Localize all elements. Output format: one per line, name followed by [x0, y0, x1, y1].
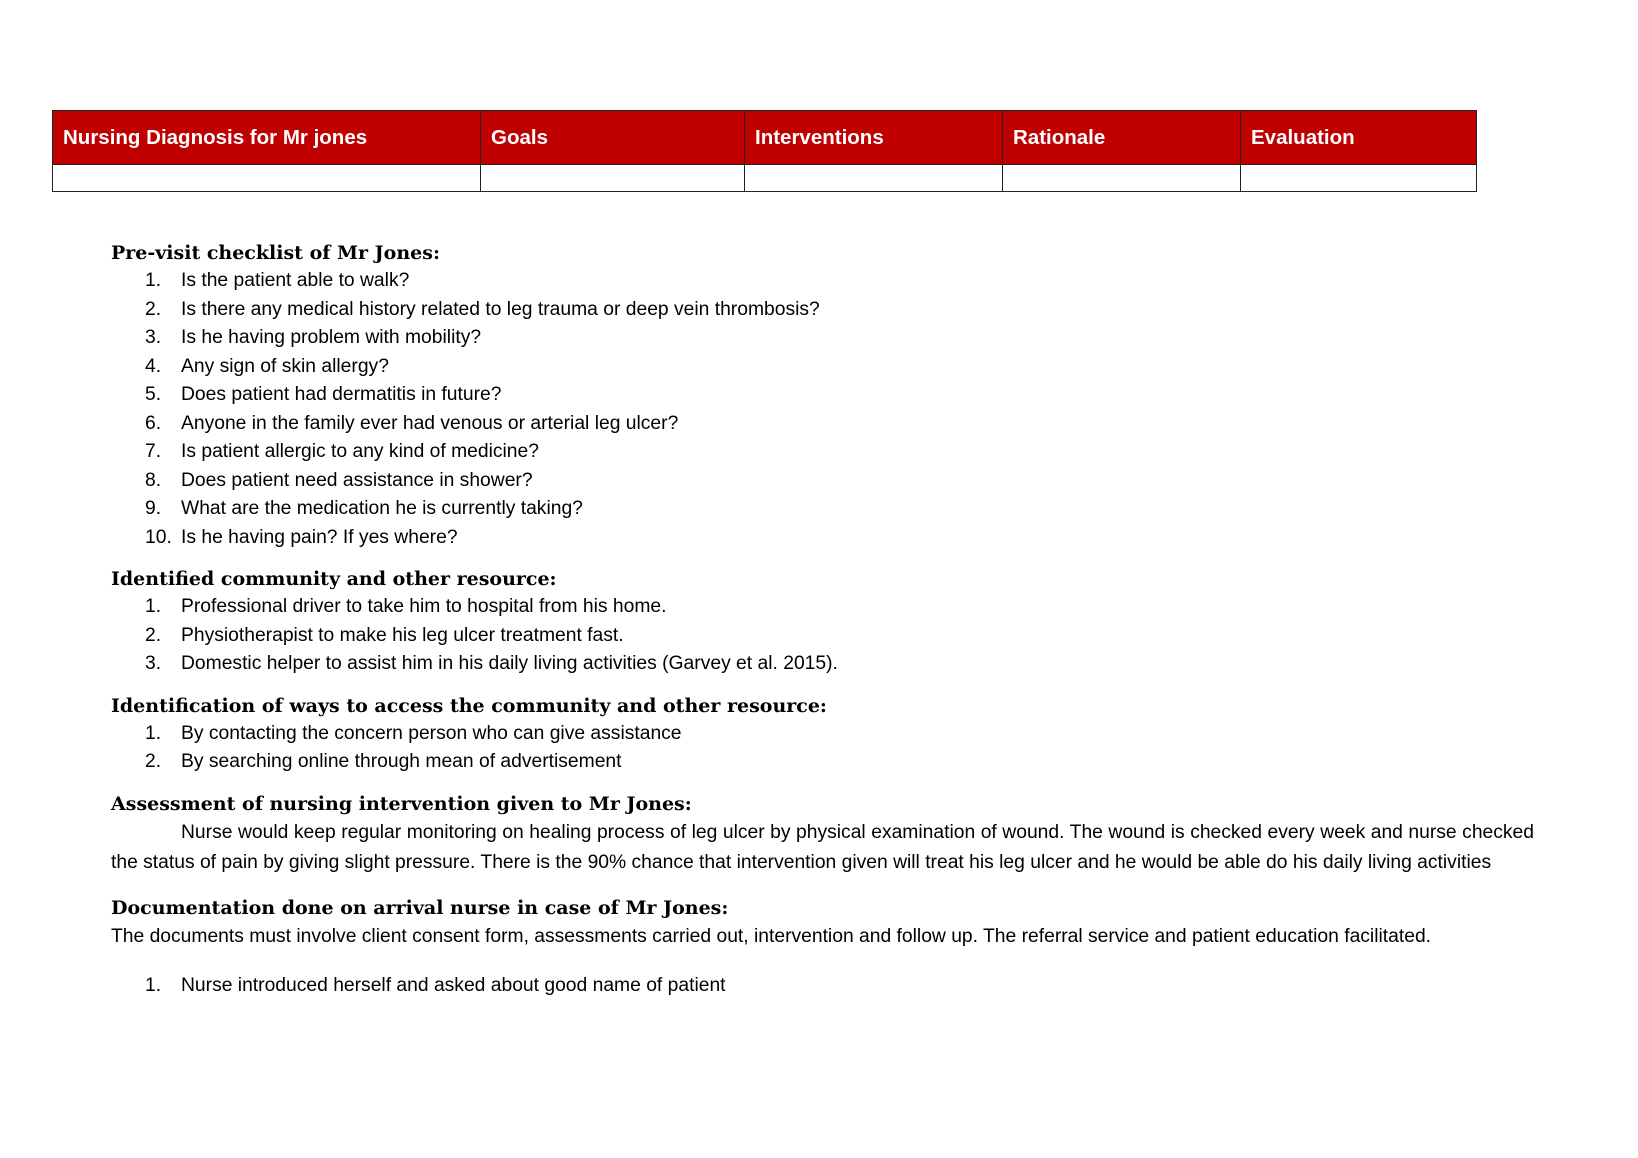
list-text: What are the medication he is currently taking? — [181, 498, 583, 519]
list-item — [111, 296, 1534, 325]
document-body — [111, 239, 1534, 1000]
list-number: 4. — [145, 355, 162, 377]
list-number: 1. — [145, 596, 162, 617]
list-item — [111, 720, 1534, 749]
table-cell — [481, 165, 745, 192]
list-number: 1. — [145, 722, 162, 744]
documentation-heading: Documentation done on arrival nurse in case of Mr Jones: — [111, 896, 729, 919]
list-text: Does patient need assistance in shower? — [181, 469, 533, 491]
list-text: By contacting the concern person who can give assistance — [181, 722, 682, 744]
nursing-care-plan-table — [52, 110, 1477, 192]
list-number: 5. — [145, 384, 162, 405]
list-text: Anyone in the family ever had venous or arterial leg ulcer? — [181, 412, 679, 434]
list-number: 1. — [145, 270, 162, 291]
list-item — [111, 410, 1534, 439]
list-number: 8. — [145, 469, 162, 491]
list-item — [111, 438, 1534, 467]
list-item — [111, 650, 1534, 679]
header-nursing-diagnosis: Nursing Diagnosis for Mr jones — [53, 111, 481, 165]
list-text: Is patient allergic to any kind of medicine? — [181, 441, 539, 462]
table-cell — [1241, 165, 1477, 192]
list-item — [111, 324, 1534, 353]
list-item — [111, 467, 1534, 496]
access-heading: Identification of ways to access the community and other resource: — [111, 694, 827, 717]
list-number: 1. — [145, 974, 162, 996]
community-resources-list — [111, 593, 1534, 679]
spacer — [111, 777, 1534, 790]
list-text: Any sign of skin allergy? — [181, 355, 389, 377]
documentation-paragraph: The documents must involve client consent form, assessments carried out, intervention and follow up. The referral service and patient education facilitated. — [111, 925, 1432, 947]
list-item — [111, 495, 1534, 524]
list-item — [111, 381, 1534, 410]
list-text: By searching online through mean of advertisement — [181, 751, 622, 772]
list-item — [111, 267, 1534, 296]
spacer — [111, 879, 1534, 894]
assessment-heading: Assessment of nursing intervention given to Mr Jones: — [111, 792, 692, 815]
list-text: Does patient had dermatitis in future? — [181, 384, 502, 405]
table-cell — [53, 165, 481, 192]
list-number: 2. — [145, 751, 162, 772]
header-rationale: Rationale — [1003, 111, 1241, 165]
spacer — [111, 679, 1534, 692]
list-text: Is there any medical history related to leg trauma or deep vein thrombosis? — [181, 298, 820, 320]
list-number: 2. — [145, 298, 162, 320]
list-item — [111, 748, 1534, 777]
header-goals: Goals — [481, 111, 745, 165]
header-interventions: Interventions — [745, 111, 1003, 165]
list-number: 3. — [145, 327, 162, 348]
list-number: 10. — [145, 526, 172, 548]
header-evaluation: Evaluation — [1241, 111, 1477, 165]
list-item — [111, 972, 1534, 1001]
list-number: 3. — [145, 653, 162, 674]
list-item — [111, 593, 1534, 622]
list-number: 9. — [145, 498, 162, 519]
table-header-row — [53, 111, 1477, 165]
community-heading: Identified community and other resource: — [111, 568, 557, 590]
list-number: 6. — [145, 412, 162, 434]
list-number: 2. — [145, 624, 162, 646]
spacer — [111, 552, 1534, 565]
list-number: 7. — [145, 441, 162, 462]
spacer — [111, 952, 1534, 972]
list-item — [111, 353, 1534, 382]
list-text: Physiotherapist to make his leg ulcer treatment fast. — [181, 624, 624, 646]
table-row — [53, 165, 1477, 192]
table-cell — [1003, 165, 1241, 192]
list-text: Domestic helper to assist him in his daily living activities (Garvey et al. 2015). — [181, 653, 838, 674]
previsit-checklist — [111, 267, 1534, 552]
table-cell — [745, 165, 1003, 192]
list-text: Is he having problem with mobility? — [181, 327, 482, 348]
list-text: Nurse introduced herself and asked about good name of patient — [181, 974, 726, 996]
list-text: Professional driver to take him to hospital from his home. — [181, 596, 667, 617]
access-ways-list — [111, 720, 1534, 777]
documentation-steps-list — [111, 972, 1534, 1001]
list-text: Is he having pain? If yes where? — [181, 526, 458, 548]
list-item — [111, 524, 1534, 553]
previsit-heading: Pre-visit checklist of Mr Jones: — [111, 242, 440, 264]
assessment-paragraph: Nurse would keep regular monitoring on healing process of leg ulcer by physical examination of wound. The wound is checked every week and nurse checked the status of pain by giving slight pressure. There is the 90% chance that intervention given will treat his leg ulcer and he would be able do his daily living activities — [111, 821, 1534, 873]
list-text: Is the patient able to walk? — [181, 270, 410, 291]
list-item — [111, 622, 1534, 651]
